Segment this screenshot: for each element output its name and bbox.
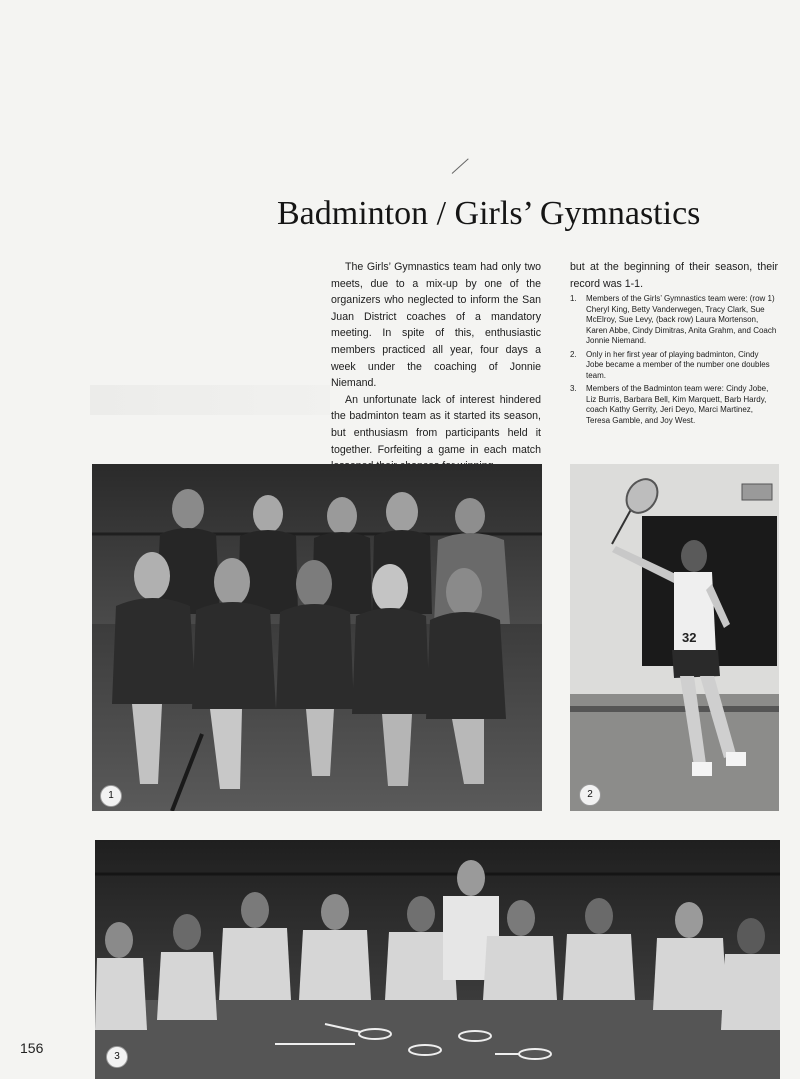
caption-text: Members of the Girls’ Gymnastics team were: (row 1) Cheryl King, Betty Vanderwegen, Tracy Clark, Sue McElroy, Sue Levy, (back row) Laura Mortenson, Karen Abbe, Cindy Dimitras, Anita Grahm, and Coach Jonnie Niemand. xyxy=(586,294,777,346)
badminton-player-photo xyxy=(570,464,779,811)
bleed-through-strip xyxy=(90,385,330,415)
jersey-number: 32 xyxy=(682,630,697,645)
photo-number-badge: 2 xyxy=(579,784,601,806)
caption-text: Members of the Badminton team were: Cindy Jobe, Liz Burris, Barbara Bell, Kim Marquett, Barb Hardy, coach Kathy Gerrity, Jeri Deyo, Marci Martinez, Teresa Gamble, and Joy West. xyxy=(586,384,769,425)
title-tick-mark xyxy=(452,158,469,173)
article-paragraph: The Girls’ Gymnastics team had only two meets, due to a mix-up by one of the organizers who neglected to inform the San Juan District coaches of a mandatory meeting. In spite of this, enthusiastic members practiced all year, four days a week under the coaching of Jonnie Niemand. xyxy=(331,261,541,390)
caption-number: 2. xyxy=(570,349,577,359)
caption-text: Only in her first year of playing badminton, Cindy Jobe became a member of the number one doubles team. xyxy=(586,349,770,380)
article-column-right xyxy=(570,259,778,429)
article-paragraph-continued: but at the beginning of their season, their record was 1-1. xyxy=(570,261,778,290)
badminton-team-photo xyxy=(95,840,780,1079)
caption-number: 3. xyxy=(570,384,577,394)
badminton-photo-art xyxy=(570,464,779,811)
photo-captions xyxy=(570,294,778,426)
badminton-team-photo-art xyxy=(95,840,780,1079)
caption-number: 1. xyxy=(570,294,577,304)
gymnastics-team-photo xyxy=(92,464,542,811)
photo-number-badge: 1 xyxy=(100,785,122,807)
article-column-left xyxy=(331,259,541,475)
page-number: 156 xyxy=(20,1040,44,1056)
photo-number-badge: 3 xyxy=(106,1046,128,1068)
caption-item xyxy=(570,384,778,426)
caption-item xyxy=(570,350,778,382)
page-title: Badminton / Girls’ Gymnastics xyxy=(277,195,701,232)
caption-item xyxy=(570,294,778,347)
article-paragraph: An unfortunate lack of interest hindered the badminton team as it started its season, but enthusiasm from participants held it together. Forfeiting a game in each match xyxy=(331,393,541,456)
gymnastics-photo-art xyxy=(92,464,542,811)
